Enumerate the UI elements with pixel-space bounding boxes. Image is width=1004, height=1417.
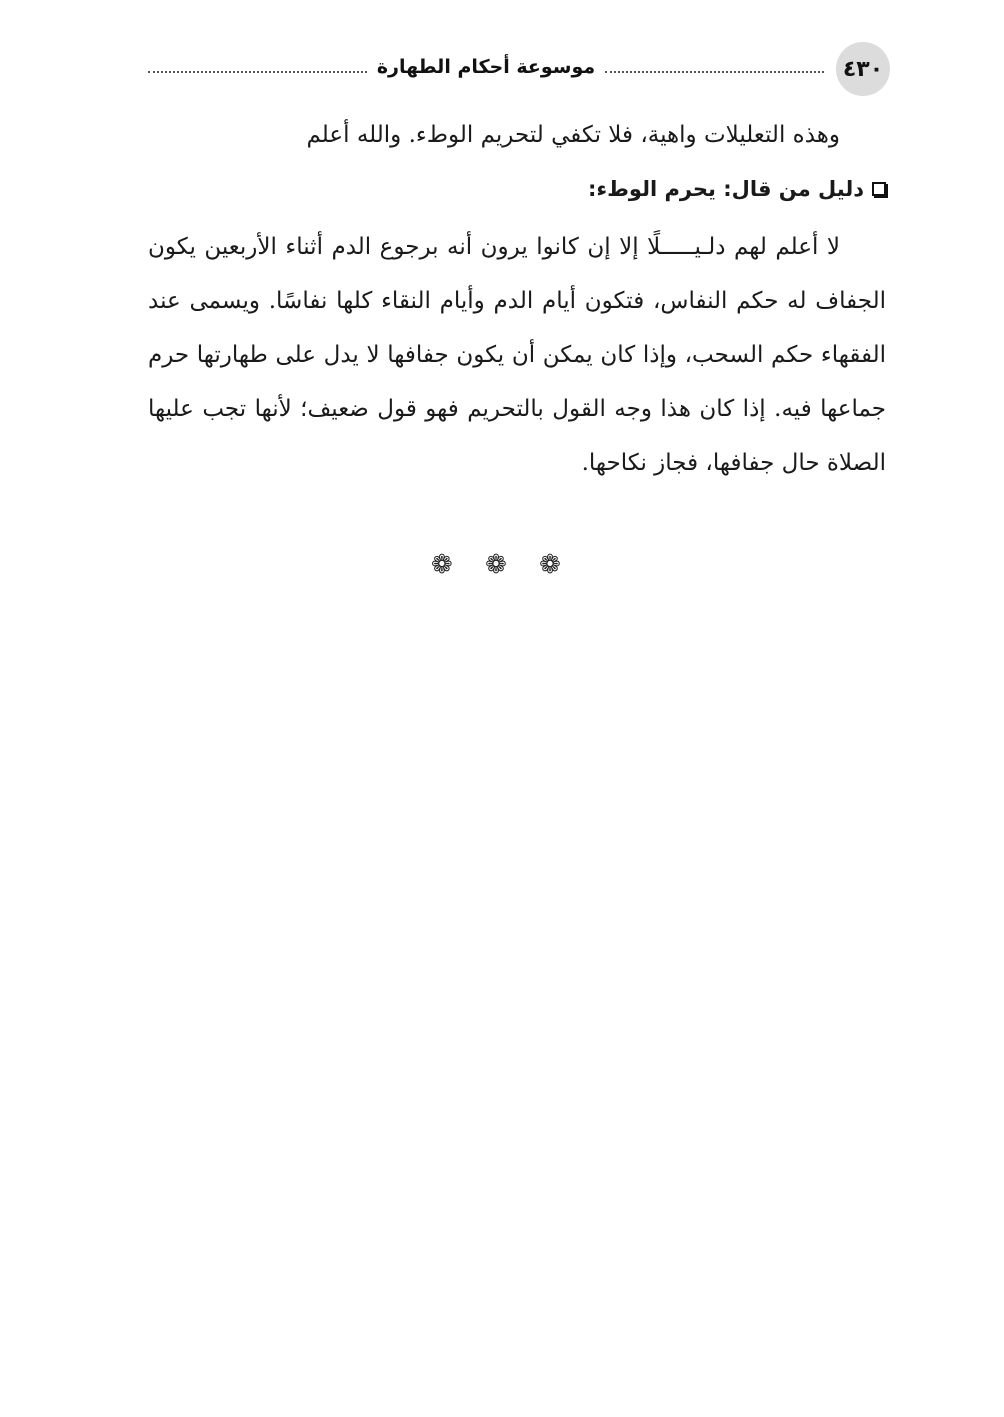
paragraph-line: الفقهاء حكم السحب، وإذا كان يمكن أن يكون جفافها لا يدل على طهارتها حرم (148, 342, 886, 368)
page-number: ٤٣٠ (842, 56, 884, 82)
header-dots-right (605, 71, 824, 73)
checkbox-icon (872, 182, 886, 196)
running-header-title: موسوعة أحكام الطهارة (376, 56, 596, 78)
page-body (148, 108, 886, 490)
flower-ornament-icon: ❁ ❁ ❁ (431, 550, 573, 580)
section-heading-text: دليل من قال: يحرم الوطء: (587, 177, 864, 201)
page-header (148, 42, 890, 96)
paragraph-line: لا أعلم لهم دلـيـــــلًا إلا إن كانوا يرون أنه برجوع الدم أثناء الأربعين يكون (148, 234, 841, 260)
header-dots-left (148, 71, 367, 73)
paragraph-line: جماعها فيه. إذا كان هذا وجه القول بالتحريم فهو قول ضعيف؛ لأنها تجب عليها (148, 396, 886, 422)
paragraph-line: الصلاة حال جفافها، فجاز نكاحها. (581, 450, 886, 476)
running-header (148, 56, 824, 78)
page-number-badge (836, 42, 890, 96)
intro-line: وهذه التعليلات واهية، فلا تكفي لتحريم الوطء. والله أعلم (306, 122, 840, 148)
section-heading (148, 162, 886, 216)
paragraph (148, 220, 886, 490)
paragraph-line: الجفاف له حكم النفاس، فتكون أيام الدم وأيام النقاء كلها نفاسًا. ويسمى عند (148, 288, 886, 314)
